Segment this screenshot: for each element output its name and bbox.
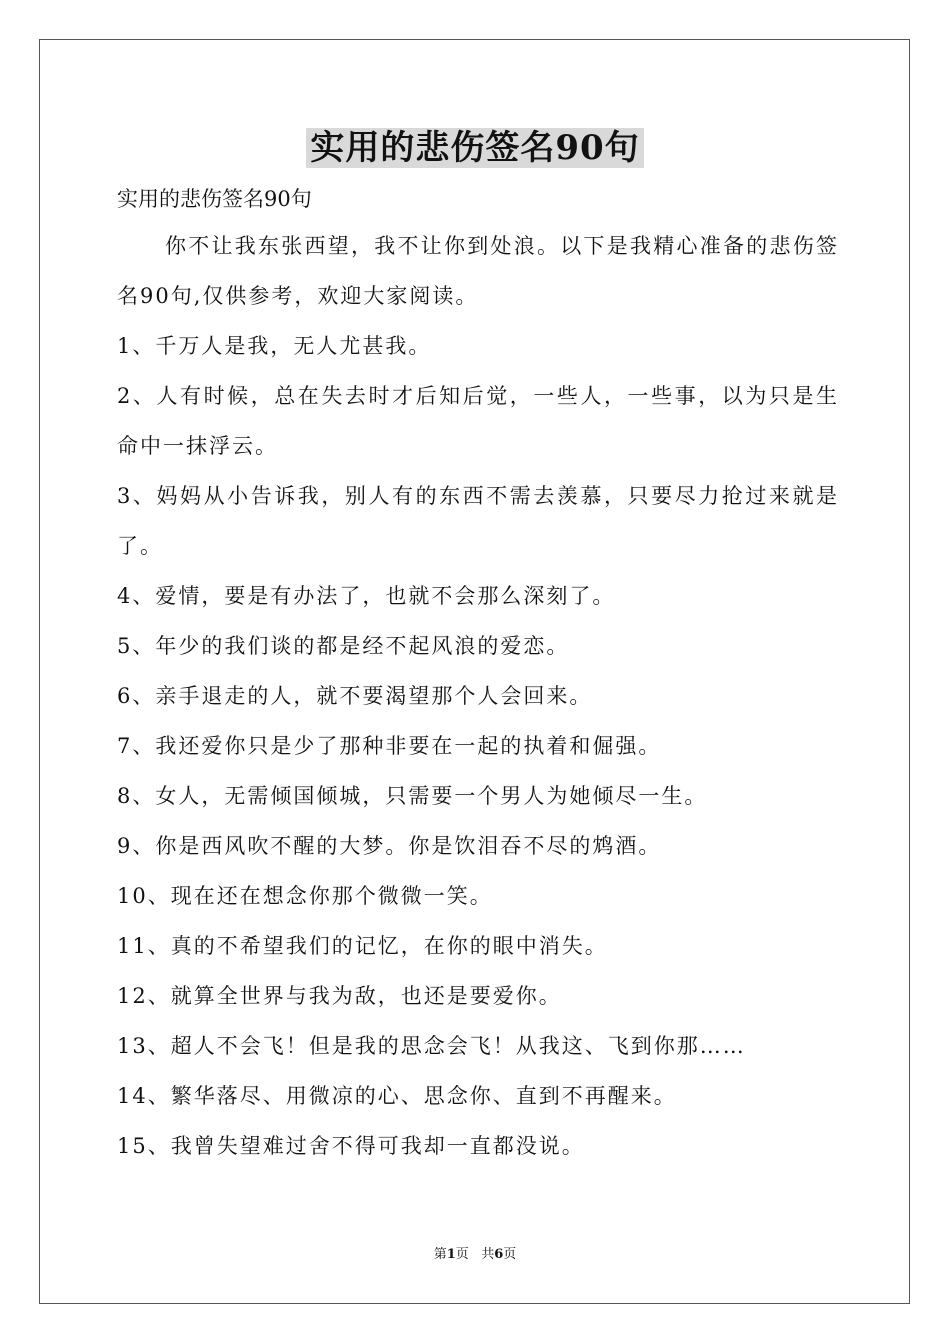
list-item: 4、爱情，要是有办法了，也就不会那么深刻了。 (117, 584, 616, 608)
list-item: 8、女人，无需倾国倾城，只需要一个男人为她倾尽一生。 (117, 784, 708, 808)
list-item: 1、千万人是我，无人尤甚我。 (117, 334, 432, 358)
list-item: 2、人有时候，总在失去时才后知后觉，一些人，一些事，以为只是生命中一抹浮云。 (117, 384, 839, 458)
list-item: 13、超人不会飞！但是我的思念会飞！从我这、飞到你那…… (117, 1034, 746, 1058)
list-item: 11、真的不希望我们的记忆，在你的眼中消失。 (117, 934, 608, 958)
list-item: 5、年少的我们谈的都是经不起风浪的爱恋。 (117, 634, 570, 658)
list-item: 10、现在还在想念你那个微微一笑。 (117, 884, 493, 908)
total-prefix: 共 (481, 1247, 495, 1262)
list-item: 6、亲手退走的人，就不要渴望那个人会回来。 (117, 684, 593, 708)
total-suffix: 页 (503, 1247, 517, 1262)
total-page-number: 6 (494, 1247, 504, 1262)
page-footer (0, 1246, 950, 1264)
page-title: 实用的悲伤签名90句 (306, 128, 643, 168)
list-item: 12、就算全世界与我为敌，也还是要爱你。 (117, 984, 562, 1008)
page-suffix: 页 (455, 1247, 469, 1262)
list-item: 3、妈妈从小告诉我，别人有的东西不需去羡慕，只要尽力抢过来就是了。 (117, 484, 839, 558)
list-item: 14、繁华落尽、用微凉的心、思念你、直到不再醒来。 (117, 1084, 677, 1108)
document-body (117, 178, 839, 1171)
list-item: 9、你是西风吹不醒的大梦。你是饮泪吞不尽的鸩酒。 (117, 834, 662, 858)
list-item: 15、我曾失望难过舍不得可我却一直都没说。 (117, 1134, 585, 1158)
intro-paragraph: 你不让我东张西望，我不让你到处浪。以下是我精心准备的悲伤签名90句,仅供参考，欢迎大家阅读。 (117, 234, 839, 308)
current-page-number: 1 (446, 1247, 456, 1262)
list-item: 7、我还爱你只是少了那种非要在一起的执着和倔强。 (117, 734, 662, 758)
title-area (0, 128, 950, 168)
page-prefix: 第 (433, 1247, 447, 1262)
document-subtitle: 实用的悲伤签名90句 (117, 187, 312, 211)
